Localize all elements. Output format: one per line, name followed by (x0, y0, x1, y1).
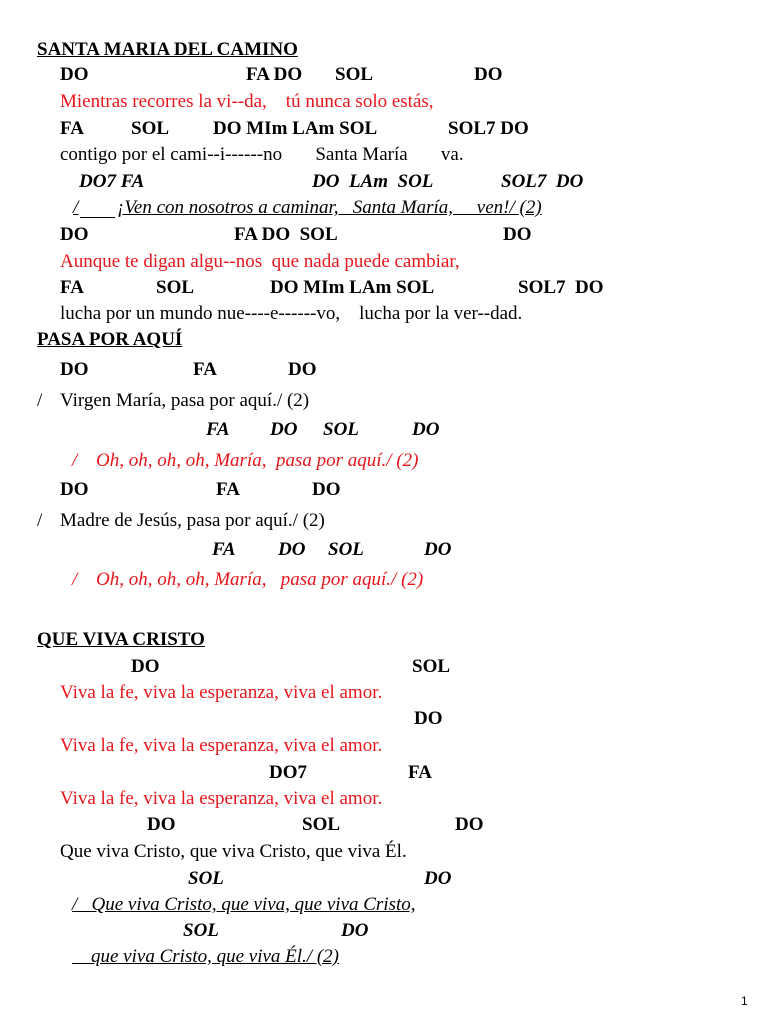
chord: FA (60, 277, 84, 298)
chord: FA (216, 479, 240, 500)
repeat-slash: / (37, 510, 43, 531)
chord: FA (60, 118, 84, 139)
lyric-line: / Que viva Cristo, que viva, que viva Cristo, (72, 894, 416, 915)
song3-title: QUE VIVA CRISTO (37, 629, 205, 650)
chord: DO (412, 419, 440, 440)
lyric-line: Madre de Jesús, pasa por aquí./ (2) (60, 510, 325, 531)
chord: SOL (335, 64, 374, 85)
chord: SOL (156, 277, 195, 298)
repeat-slash: / (72, 569, 78, 590)
underline-blank (80, 216, 115, 218)
repeat-slash: / (73, 197, 79, 218)
chord: DO (60, 479, 89, 500)
chord: DO7 (269, 762, 307, 783)
chord: FA (193, 359, 217, 380)
chord: SOL7 DO (448, 118, 529, 139)
lyric-line: Mientras recorres la vi--da, tú nunca solo estás, (60, 91, 434, 112)
lyric-line: Viva la fe, viva la esperanza, viva el amor. (60, 788, 383, 809)
chord: DO (474, 64, 503, 85)
lyric-line: Aunque te digan algu--nos que nada puede cambiar, (60, 251, 460, 272)
lyric-line: Oh, oh, oh, oh, María, pasa por aquí./ (2) (96, 450, 419, 471)
chord: DO (147, 814, 176, 835)
song2-title: PASA POR AQUÍ (37, 329, 183, 350)
chord: SOL (412, 656, 451, 677)
lyric-line: Viva la fe, viva la esperanza, viva el amor. (60, 735, 383, 756)
chord: DO (288, 359, 317, 380)
lyric-line: Oh, oh, oh, oh, María, pasa por aquí./ (2) (96, 569, 424, 590)
repeat-slash: / (72, 450, 78, 471)
lyric-line: Virgen María, pasa por aquí./ (2) (60, 390, 310, 411)
chord: DO (455, 814, 484, 835)
chord: SOL (183, 920, 219, 941)
chord: DO LAm SOL (312, 171, 434, 192)
chord: DO (278, 539, 306, 560)
lyric-line: Viva la fe, viva la esperanza, viva el amor. (60, 682, 383, 703)
chord: FA (212, 539, 236, 560)
chord: DO (414, 708, 443, 729)
chord: DO (60, 359, 89, 380)
chord: FA (408, 762, 432, 783)
lyric-line: que viva Cristo, que viva Él./ (2) (72, 946, 339, 967)
chord: DO MIm LAm SOL (213, 118, 378, 139)
chord: DO (131, 656, 160, 677)
chord: SOL (328, 539, 364, 560)
lyric-line: lucha por un mundo nue----e------vo, lucha por la ver--dad. (60, 303, 523, 324)
song1-title: SANTA MARIA DEL CAMINO (37, 39, 298, 60)
chord: DO (60, 64, 89, 85)
repeat-slash: / (37, 390, 43, 411)
lyric-line: contigo por el cami--i------no Santa María va. (60, 144, 464, 165)
chord: SOL7 DO (518, 277, 604, 298)
chord: DO7 FA (79, 171, 145, 192)
chord: DO MIm LAm SOL (270, 277, 435, 298)
lyric-line: ¡Ven con nosotros a caminar, Santa María, ven!/ (2) (117, 197, 542, 218)
chord: SOL (188, 868, 224, 889)
chord: DO (312, 479, 341, 500)
chord: SOL (131, 118, 170, 139)
chord: SOL7 DO (501, 171, 584, 192)
chord: SOL (323, 419, 359, 440)
chord: DO (424, 868, 452, 889)
page-number: 1 (741, 994, 748, 1008)
chord: DO (424, 539, 452, 560)
chord: DO (503, 224, 532, 245)
chord: DO (270, 419, 298, 440)
chord: FA DO (246, 64, 303, 85)
chord: SOL (302, 814, 341, 835)
chord: FA DO SOL (234, 224, 338, 245)
chord: FA (206, 419, 230, 440)
lyric-line: Que viva Cristo, que viva Cristo, que viva Él. (60, 841, 407, 862)
chord: DO (60, 224, 89, 245)
chord: DO (341, 920, 369, 941)
